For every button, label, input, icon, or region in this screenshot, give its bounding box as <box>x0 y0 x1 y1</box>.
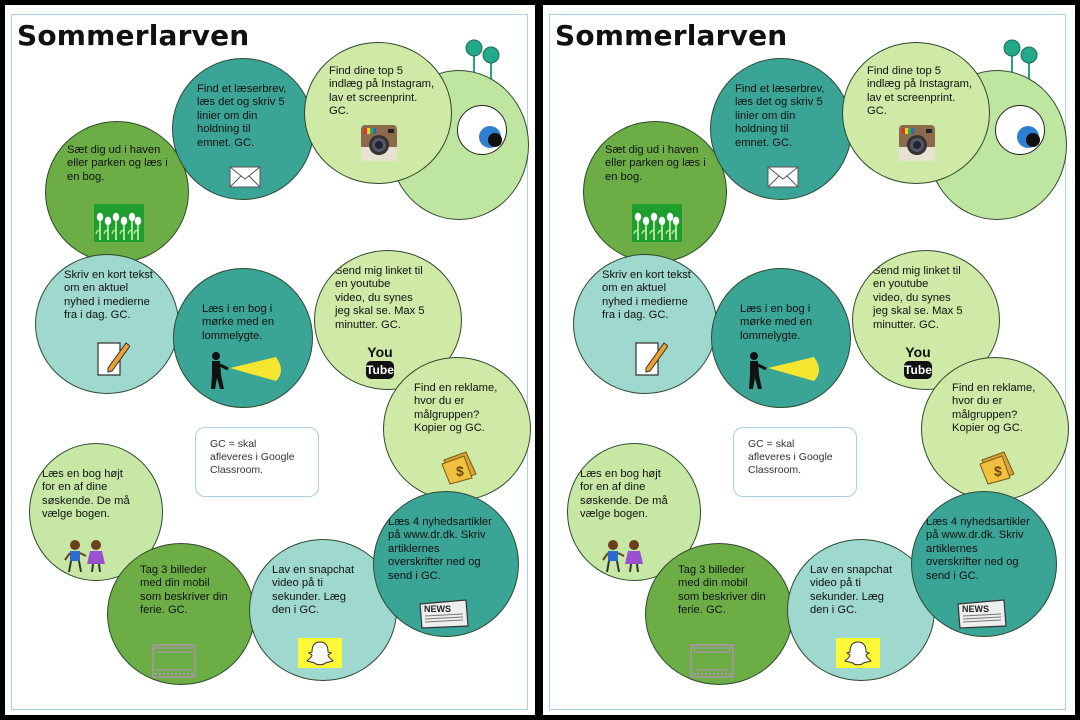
youtube-label-bottom: Tube <box>904 363 932 377</box>
svg-text:NEWS: NEWS <box>424 604 451 614</box>
task-text: Sæt dig ud i haven eller parken og læs i en bog. <box>605 144 706 183</box>
caterpillar-eye-icon <box>995 105 1045 155</box>
children-icon <box>64 538 108 579</box>
task-circle-nyhedsartikler <box>911 491 1057 637</box>
task-circle-nyhedsartikler <box>373 491 519 637</box>
worksheet-page-left <box>5 5 535 715</box>
film-strip-icon <box>690 644 734 683</box>
task-text: Skriv en kort tekst om en aktuel nyhed i medierne fra i dag. GC. <box>602 269 691 322</box>
task-text: Find en reklame, hvor du er målgruppen? Kopier og GC. <box>414 382 498 435</box>
task-text: Send mig linket til en youtube video, du synes jeg skal se. Max 5 minutter. GC. <box>335 265 425 331</box>
children-icon <box>602 538 646 579</box>
task-circle-instagram <box>304 42 452 184</box>
task-text: Skriv en kort tekst om en aktuel nyhed i medierne fra i dag. GC. <box>64 269 153 322</box>
paper-pencil-icon <box>634 339 668 382</box>
gc-note: GC = skal afleveres i Google Classroom. <box>733 427 857 497</box>
gc-note: GC = skal afleveres i Google Classroom. <box>195 427 319 497</box>
flowers-icon <box>94 204 144 247</box>
task-circle-laeserbrev <box>710 58 852 200</box>
svg-text:$: $ <box>456 463 464 479</box>
task-circle-lommelygte <box>173 268 313 408</box>
newspaper-icon <box>956 598 1008 635</box>
snapchat-icon <box>298 638 342 673</box>
task-text: Find dine top 5 indlæg på Instagram, lav et screenprint. GC. <box>329 65 435 118</box>
flowers-icon <box>632 204 682 247</box>
task-circle-billeder <box>645 543 793 685</box>
svg-text:$: $ <box>994 463 1002 479</box>
task-circle-reklame <box>383 357 531 501</box>
task-text: Læs en bog højt for en af dine søskende. De må vælge bogen. <box>580 468 668 521</box>
youtube-label-top: You <box>367 344 393 360</box>
task-text: Send mig linket til en youtube video, du synes jeg skal se. Max 5 minutter. GC. <box>873 265 963 331</box>
task-circle-laeserbrev <box>172 58 314 200</box>
money-icon <box>978 450 1016 491</box>
svg-text:NEWS: NEWS <box>962 604 989 614</box>
worksheet-page-right <box>543 5 1075 715</box>
task-circle-instagram <box>842 42 990 184</box>
task-text: Tag 3 billeder med din mobil som beskriver din ferie. GC. <box>140 564 228 617</box>
youtube-icon <box>365 343 395 388</box>
youtube-label-bottom: Tube <box>366 363 394 377</box>
task-circle-nyhed <box>573 254 717 394</box>
task-text: Find en reklame, hvor du er målgruppen? Kopier og GC. <box>952 382 1036 435</box>
task-circle-billeder <box>107 543 255 685</box>
paper-pencil-icon <box>96 339 130 382</box>
task-text: Læs i en bog i mørke med en lommelygte. <box>740 303 813 342</box>
task-text: Find dine top 5 indlæg på Instagram, lav et screenprint. GC. <box>867 65 973 118</box>
newspaper-icon <box>418 598 470 635</box>
task-circle-reklame <box>921 357 1069 501</box>
task-text: Læs 4 nyhedsartikler på www.dr.dk. Skriv artiklernes overskrifter ned og send i GC. <box>926 516 1030 582</box>
flashlight-person-icon <box>206 351 286 396</box>
instagram-icon <box>361 125 397 166</box>
page-title: Sommerlarven <box>17 19 250 52</box>
money-icon <box>440 450 478 491</box>
task-circle-haven <box>583 121 727 263</box>
task-text: Find et læserbrev, læs det og skriv 5 linier om din holdning til emnet. GC. <box>197 83 287 149</box>
task-text: Sæt dig ud i haven eller parken og læs i en bog. <box>67 144 168 183</box>
task-text: Lav en snapchat video på ti sekunder. Læg den i GC. <box>810 564 893 617</box>
task-text: Læs en bog højt for en af dine søskende. De må vælge bogen. <box>42 468 130 521</box>
task-circle-nyhed <box>35 254 179 394</box>
task-circle-haven <box>45 121 189 263</box>
envelope-icon <box>767 166 799 193</box>
task-text: Find et læserbrev, læs det og skriv 5 linier om din holdning til emnet. GC. <box>735 83 825 149</box>
film-strip-icon <box>152 644 196 683</box>
snapchat-icon <box>836 638 880 673</box>
page-title: Sommerlarven <box>555 19 788 52</box>
youtube-label-top: You <box>905 344 931 360</box>
envelope-icon <box>229 166 261 193</box>
flashlight-person-icon <box>744 351 824 396</box>
task-text: Lav en snapchat video på ti sekunder. Læg den i GC. <box>272 564 355 617</box>
task-text: Tag 3 billeder med din mobil som beskriver din ferie. GC. <box>678 564 766 617</box>
youtube-icon <box>903 343 933 388</box>
caterpillar-eye-icon <box>457 105 507 155</box>
task-text: Læs 4 nyhedsartikler på www.dr.dk. Skriv artiklernes overskrifter ned og send i GC. <box>388 516 492 582</box>
task-circle-lommelygte <box>711 268 851 408</box>
task-text: Læs i en bog i mørke med en lommelygte. <box>202 303 275 342</box>
instagram-icon <box>899 125 935 166</box>
